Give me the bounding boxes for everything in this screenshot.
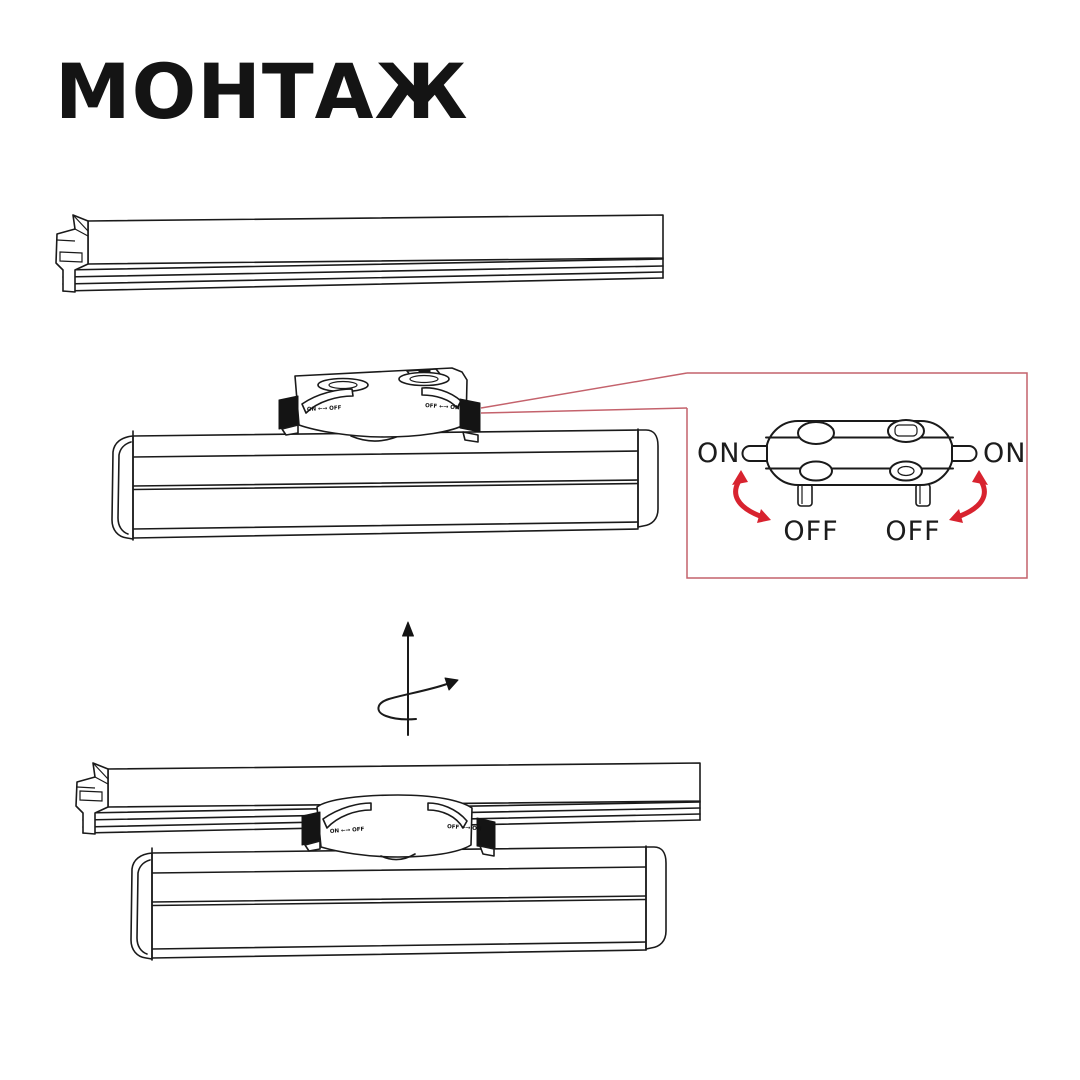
adapter-lever-right-bottom	[477, 818, 495, 849]
adapter-switch-label-middle-right: OFF ←→ ON	[424, 403, 460, 412]
fixture-endcap-left-middle	[112, 431, 133, 540]
rail-end-profile-top	[56, 215, 88, 292]
fixture-endcap-right-bottom	[646, 846, 666, 950]
detail-label-off-right: OFF	[885, 516, 941, 547]
adapter-switch-label-bottom-left: ON ←→ OFF	[329, 826, 365, 835]
detail-box	[687, 373, 1027, 578]
detail-label-on-right: ON	[983, 438, 1027, 469]
fixture-endcap-right-middle	[638, 429, 658, 528]
assembled-track-light-illustration	[76, 763, 700, 960]
callout-lines	[481, 373, 687, 413]
track-light-fixture-middle-illustration	[112, 429, 658, 540]
toggle-rotate-left-arrow-icon	[732, 470, 771, 523]
top-view-lever-right	[952, 446, 977, 461]
rail-end-profile-bottom	[76, 763, 108, 834]
track-adapter-middle-illustration	[279, 368, 480, 442]
rotation-axis-icon	[378, 622, 458, 735]
adapter-switch-label-middle-left: ON ←→ OFF	[306, 405, 342, 413]
adapter-top-view	[743, 420, 977, 506]
detail-label-on-left: ON	[697, 438, 741, 469]
page-title: МОНТАЖ	[55, 47, 469, 136]
adapter-lever-left-bottom	[302, 812, 320, 845]
detail-label-off-left: OFF	[783, 516, 839, 547]
adapter-switch-label-bottom-right: OFF ←→ ON	[446, 824, 482, 833]
adapter-lever-left	[279, 396, 298, 429]
fixture-endcap-left-bottom	[131, 848, 152, 960]
top-view-lever-left	[743, 446, 767, 461]
track-light-fixture-bottom	[131, 846, 666, 960]
track-rail-top-illustration	[56, 215, 663, 292]
adapter-lever-right	[460, 399, 480, 432]
toggle-rotate-right-arrow-icon	[949, 470, 988, 523]
